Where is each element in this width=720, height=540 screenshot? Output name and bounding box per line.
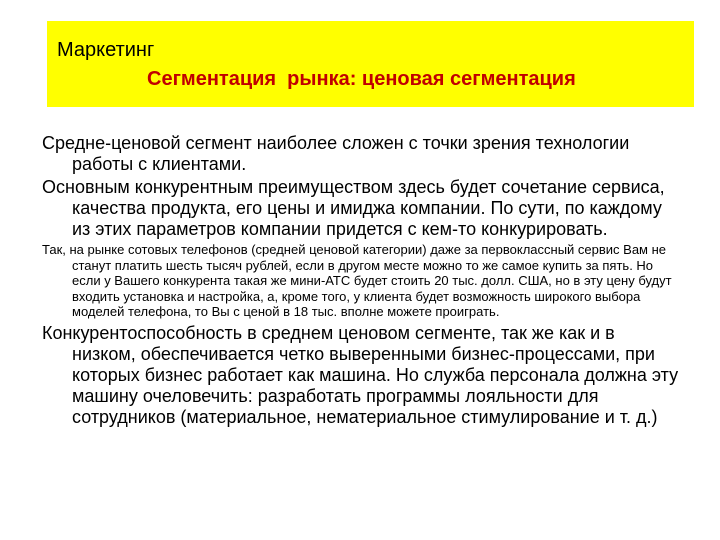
slide-title: Маркетинг [57, 39, 155, 61]
body-paragraph-2: Основным конкурентным преимуществом здесь будет сочетание сервиса, качества продукта, его цены и имиджа компании. По сути, по каждому из этих параметров компании придется с кем-то конкурировать. [42, 177, 665, 239]
slide-body [42, 133, 682, 428]
body-paragraph-1: Средне-ценовой сегмент наиболее сложен с точки зрения технологии работы с клиентами. [42, 133, 630, 174]
body-paragraph-4: Конкурентоспособность в среднем ценовом сегменте, так же как и в низком, обеспечивается четко выверенными бизнес-процессами, при которых бизнес работает как машина. Но служба персонала должна эту машину очеловечить: разработать программы лояльности для сотрудников (материальное, нематериальное стимулирование и т. д.) [42, 322, 679, 427]
title-banner [47, 21, 694, 107]
slide-subtitle: Сегментация рынка: ценовая сегментация [147, 68, 576, 90]
body-paragraph-3: Так, на рынке сотовых телефонов (средней ценовой категории) даже за первоклассный сервис Вам не станут платить шесть тысяч рублей, если в другом месте можно то же самое купить за пять. Но если у Вашего конкурента такая же мини-АТС будет стоить 20 тыс. долл. США, но в эту цену будут входить установка и настройка, а, кроме того, у клиента будет возможность широкого выбора моделей телефона, то Вы с ценой в 18 тыс. вполне можете проиграть. [42, 242, 672, 319]
